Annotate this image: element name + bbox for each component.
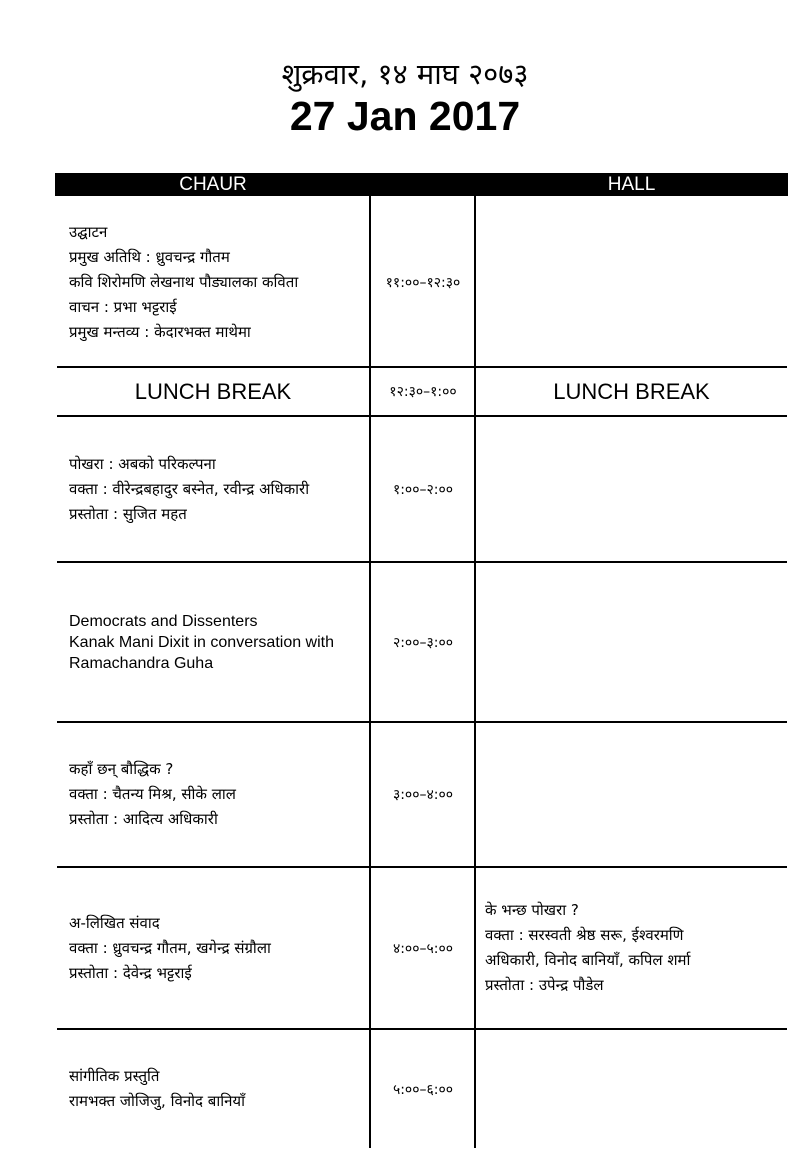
session-detail: रामभक्त जोजिजु, विनोद बानियाँ (69, 1092, 246, 1110)
session-detail: वक्ता : चैतन्य मिश्र, सीके लाल (69, 785, 236, 803)
session-detail: प्रस्तोता : आदित्य अधिकारी (69, 810, 218, 828)
session-detail: प्रस्तोता : देवेन्द्र भट्टराई (69, 963, 192, 982)
time-slot: ११:००–१२:३० (385, 274, 461, 291)
session-what-says-pokhara (485, 868, 785, 1028)
session-detail: वक्ता : ध्रुवचन्द्र गौतम, खगेन्द्र संग्रौला (69, 938, 271, 957)
session-detail: वक्ता : सरस्वती श्रेष्ठ सरू, ईश्वरमणि (485, 926, 684, 944)
session-pokhara-vision (69, 417, 367, 561)
session-where-intellectuals (69, 723, 367, 866)
session-detail: वक्ता : वीरेन्द्रबहादुर बस्नेत, रवीन्द्र अधिकारी (69, 479, 310, 498)
session-title: Democrats and Dissenters (69, 612, 258, 630)
time-slot: १२:३०–१:०० (389, 384, 457, 400)
lunch-break-hall: LUNCH BREAK (553, 378, 710, 404)
session-detail: प्रस्तोता : सुजित महत (69, 504, 187, 523)
session-title: के भन्छ पोखरा ? (485, 901, 579, 919)
time-slot: ४:००–५:०० (392, 940, 454, 957)
date-english: 27 Jan 2017 (289, 93, 521, 139)
session-unwritten-dialogue (69, 868, 367, 1028)
time-slot: ३:००–४:०० (392, 787, 454, 803)
column-header-hall: HALL (475, 173, 788, 196)
time-slot: १:००–२:०० (392, 481, 454, 498)
session-title: अ-लिखित संवाद (69, 913, 160, 932)
time-slot: ५:००–६:०० (392, 1081, 454, 1098)
divider-vertical-right (474, 196, 476, 1148)
divider-vertical-left (369, 196, 371, 1148)
column-header-time-spacer (371, 173, 475, 196)
date-nepali: शुक्रवार, १४ माघ २०७३ (281, 57, 529, 91)
session-detail: प्रस्तोता : उपेन्द्र पौडेल (485, 976, 604, 994)
time-slot: २:००–३:०० (392, 634, 454, 651)
session-democrats-dissenters (69, 563, 367, 721)
session-title: पोखरा : अबको परिकल्पना (69, 454, 216, 473)
session-title: कहाँ छन् बौद्धिक ? (69, 760, 174, 778)
column-header-chaur: CHAUR (55, 173, 371, 196)
session-title: उद्घाटन (69, 222, 108, 241)
session-detail: प्रमुख मन्तव्य : केदारभक्त माथेमा (69, 322, 251, 341)
session-detail: Ramachandra Guha (69, 654, 214, 672)
session-detail: कवि शिरोमणि लेखनाथ पौड्यालका कविता (69, 272, 299, 291)
session-detail: वाचन : प्रभा भट्टराई (69, 297, 177, 316)
session-title: सांगीतिक प्रस्तुति (69, 1067, 160, 1085)
session-detail: अधिकारी, विनोद बानियाँ, कपिल शर्मा (485, 951, 691, 969)
session-detail: प्रमुख अतिथि : ध्रुवचन्द्र गौतम (69, 247, 230, 266)
session-detail: Kanak Mani Dixit in conversation with (69, 633, 335, 651)
session-musical-performance (69, 1030, 367, 1148)
lunch-break-chaur: LUNCH BREAK (134, 378, 292, 404)
session-opening (69, 198, 367, 366)
